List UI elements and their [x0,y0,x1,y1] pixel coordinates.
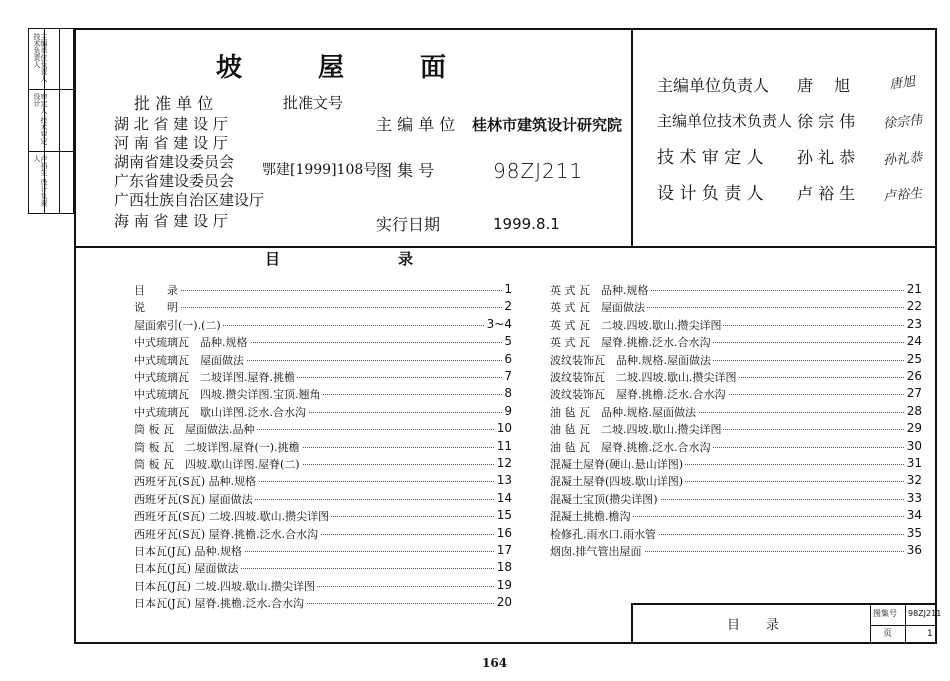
toc-entry[interactable]: 日本瓦(J瓦) 二坡.四坡.歇山.攒尖详图 19 [134,577,512,593]
toc-entry[interactable]: 混凝土宝顶(攒尖详图) 33 [550,490,922,506]
header-vertical-divider [631,28,633,247]
toc-entry[interactable]: 烟囱.排气管出屋面 36 [550,543,922,558]
atlas-label: 图 集 号 [376,161,435,180]
approval-unit-label: 批 准 单 位 [134,94,214,113]
approval-doc-number: 鄂建[1999]108号 [262,162,378,178]
toc-right-column [550,282,922,572]
toc-entry[interactable]: 英 式 瓦 屋面做法 22 [550,299,922,315]
toc-entry[interactable]: 西班牙瓦(S瓦) 品种.规格 13 [134,473,512,489]
responsible-name: 孙 礼 恭 [797,148,856,167]
toc-entry[interactable]: 英 式 瓦 品种.规格 21 [550,282,922,297]
toc-entry[interactable]: 西班牙瓦(S瓦) 屋面做法 14 [134,490,512,506]
header-divider [74,246,937,248]
title-char-1: 坡 [216,53,245,83]
toc-entry[interactable]: 油 毡 瓦 屋脊.挑檐.泛水.合水沟 30 [550,438,922,454]
title-block-page-label: 页 [883,629,893,639]
signature-image: 卢裕生 [882,186,923,205]
title-block-page-value: 1 [927,629,933,639]
toc-entry[interactable]: 油 毡 瓦 品种.规格.屋面做法 28 [550,403,922,419]
date-value: 1999.8.1 [493,215,560,233]
approval-unit: 海 南 省 建 设 厅 [114,212,228,230]
approval-unit: 河 南 省 建 设 厅 [114,134,228,152]
title-char-2: 屋 [318,53,347,83]
responsible-name: 徐 宗 伟 [797,112,856,131]
toc-entry[interactable]: 波纹装饰瓦 二坡.四坡.歇山.攒尖详图 26 [550,369,922,384]
title-char-3: 面 [420,53,449,83]
title-block-atlas-label: 图集号 [873,609,897,618]
toc-entry[interactable]: 油 毡 瓦 二坡.四坡.歇山.攒尖详图 29 [550,421,922,437]
toc-entry[interactable]: 混凝土挑檐.檐沟 34 [550,508,922,524]
toc-entry[interactable]: 说 明 2 [134,299,512,315]
approval-doc-label: 批准文号 [283,94,344,112]
title-block-name: 目 录 [727,618,780,633]
toc-entry[interactable]: 筒 板 瓦 四坡.歇山详图.屋脊(二) 12 [134,456,512,471]
toc-title-char-2: 录 [398,250,414,268]
toc-entry[interactable]: 检修孔.雨水口.雨水管 35 [550,525,922,541]
toc-entry[interactable]: 筒 板 瓦 二坡详图.屋脊(一).挑檐 11 [134,438,512,454]
toc-entry[interactable]: 西班牙瓦(S瓦) 屋脊.挑檐.泛水.合水沟 16 [134,525,512,541]
toc-title-char-1: 目 [265,250,281,268]
side-strip-text-2: 审定人 技术审定 设计 [33,93,48,145]
toc-entry[interactable]: 中式琉璃瓦 品种.规格 5 [134,334,512,350]
toc-entry[interactable]: 日本瓦(J瓦) 屋面做法 18 [134,560,512,576]
date-label: 实行日期 [376,215,441,234]
toc-left-column [134,282,512,622]
page-number: 164 [482,656,508,670]
toc-entry[interactable]: 混凝土屋脊(四坡.歇山详图) 32 [550,473,922,489]
signature-image: 唐旭 [888,74,917,93]
side-strip-text-3: 卢裕生 设计负责人 [33,155,48,207]
editor-unit-value: 桂林市建筑设计研究院 [472,116,623,134]
side-strip [28,28,74,214]
responsible-name: 卢 裕 生 [797,184,856,203]
responsible-table [657,74,937,218]
responsible-role: 主编单位负责人 [657,76,770,95]
toc-entry[interactable]: 西班牙瓦(S瓦) 二坡.四坡.歇山.攒尖详图 15 [134,508,512,524]
toc-entry[interactable]: 混凝土屋脊(硬山.悬山详图) 31 [550,456,922,471]
toc-entry[interactable]: 日本瓦(J瓦) 品种.规格 17 [134,543,512,558]
side-strip-text-1: 主编单位负责人 技术负责人 [33,33,48,82]
toc-entry[interactable]: 目 录 1 [134,282,512,297]
toc-entry[interactable]: 日本瓦(J瓦) 屋脊.挑檐.泛水.合水沟 20 [134,595,512,611]
approval-unit: 广东省建设委员会 [114,172,235,190]
atlas-value: 98ZJ211 [493,159,584,183]
toc-entry[interactable]: 屋面索引(一).(二) 3~4 [134,316,512,332]
responsible-role: 技 术 审 定 人 [657,148,764,168]
title-block [631,603,942,644]
signature-image: 孙礼恭 [882,150,923,169]
toc-entry[interactable]: 波纹装饰瓦 品种.规格.屋面做法 25 [550,351,922,367]
approval-unit: 湖 北 省 建 设 厅 [114,115,228,133]
toc-entry[interactable]: 英 式 瓦 屋脊.挑檐.泛水.合水沟 24 [550,334,922,350]
toc-entry[interactable]: 波纹装饰瓦 屋脊.挑檐.泛水.合水沟 27 [550,386,922,402]
responsible-role: 主编单位技术负责人 [657,112,793,130]
title-block-atlas-value: 98ZJ211 [908,609,942,618]
approval-unit: 广西壮族自治区建设厅 [114,191,265,209]
responsible-name: 唐 旭 [797,76,859,95]
toc-entry[interactable]: 中式琉璃瓦 二坡详图.屋脊.挑檐 7 [134,369,512,384]
responsible-role: 设 计 负 责 人 [657,184,764,204]
signature-image: 徐宗伟 [882,112,923,132]
toc-entry[interactable]: 英 式 瓦 二坡.四坡.歇山.攒尖详图 23 [550,316,922,332]
approval-unit: 湖南省建设委员会 [114,153,235,171]
toc-entry[interactable]: 中式琉璃瓦 四坡.攒尖详图.宝顶.翘角 8 [134,386,512,402]
editor-unit-label: 主 编 单 位 [376,115,456,134]
toc-entry[interactable]: 筒 板 瓦 屋面做法.品种 10 [134,421,512,437]
toc-entry[interactable]: 中式琉璃瓦 歇山详图.泛水.合水沟 9 [134,403,512,419]
toc-entry[interactable]: 中式琉璃瓦 屋面做法 6 [134,351,512,367]
